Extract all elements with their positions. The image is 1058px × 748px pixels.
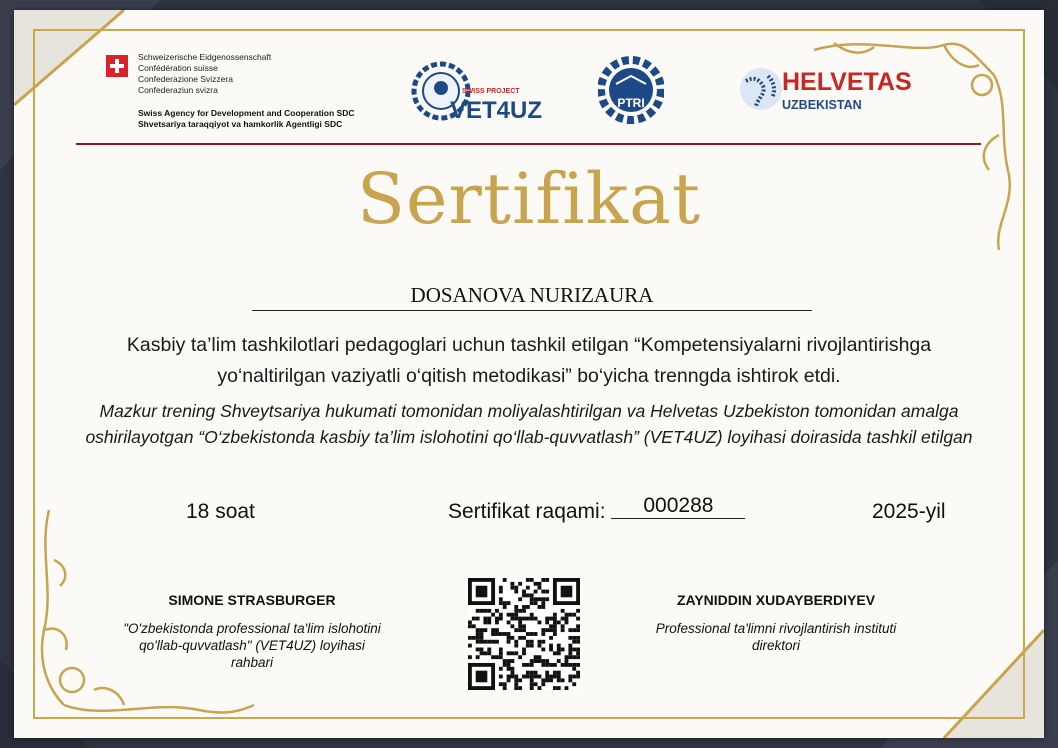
qr-code[interactable] [468, 578, 580, 690]
ptri-logo [598, 52, 664, 128]
swiss-line-1: Schweizerische Eidgenossenschaft [138, 52, 272, 62]
certificate-number: 000288 [611, 494, 745, 519]
ptri-name: PTRI [617, 96, 645, 110]
vet4uz-logo [410, 60, 550, 128]
left-signature [122, 592, 382, 671]
swiss-confederation-text [138, 52, 271, 96]
left-signatory-name: SIMONE STRASBURGER [168, 592, 336, 608]
swiss-line-3: Confederazione Svizzera [138, 74, 233, 84]
certificate-number-label: Sertifikat raqami: [448, 500, 606, 523]
right-signatory-role: Professional ta'limni rivojlantirish instituti direktori [655, 621, 897, 653]
recipient-name: DOSANOVA NURIZAURA [252, 283, 812, 311]
sdc-agency-text [138, 108, 354, 130]
helvetas-name: HELVETAS [782, 68, 912, 96]
sdc-line-2: Shvetsariya taraqqiyot va hamkorlik Agentligi SDC [138, 119, 343, 129]
hours: 18 soat [186, 500, 255, 523]
swiss-line-4: Confederaziun svizra [138, 85, 218, 95]
ptri-gear-icon [598, 52, 664, 128]
swiss-flag-icon [106, 55, 128, 77]
year: 2025-yil [872, 500, 946, 523]
project-description: Mazkur trening Shveytsariya hukumati tomonidan moliyalashtirilgan va Helvetas Uzbekiston tomonidan amalga oshirilayotgan “O‘zbekistonda kasbiy ta’lim islohotini qo‘llab-quvvatlash” (VET4UZ) loyihasi doirasida tashkil etilgan [85, 401, 973, 447]
certificate-title: Sertifikat [357, 158, 701, 240]
helvetas-logo [738, 66, 928, 116]
vet4uz-name: VET4UZ [450, 97, 543, 124]
vet4uz-project-label: SWISS PROJECT [462, 88, 520, 95]
globe-icon [738, 66, 784, 112]
swiss-line-2: Confédération suisse [138, 63, 218, 73]
sdc-line-1: Swiss Agency for Development and Cooperation SDC [138, 108, 355, 118]
left-signatory-role: "O'zbekistonda professional ta'lim islohotini qo'llab-quvvatlash" (VET4UZ) loyihasi rahbari [123, 621, 381, 670]
certificate [14, 10, 1044, 738]
right-signature [646, 592, 906, 654]
header-divider [76, 143, 981, 145]
training-description: Kasbiy ta’lim tashkilotlari pedagoglari uchun tashkil etilgan “Kompetensiyalarni rivojlantirishga yo‘naltirilgan vaziyatli o‘qitish metodikasi” bo‘yicha trenngda ishtirok etdi. [126, 334, 932, 387]
certificate-number-row [448, 494, 745, 525]
right-signatory-name: ZAYNIDDIN XUDAYBERDIYEV [676, 592, 876, 608]
helvetas-sub: UZBEKISTAN [782, 98, 862, 112]
